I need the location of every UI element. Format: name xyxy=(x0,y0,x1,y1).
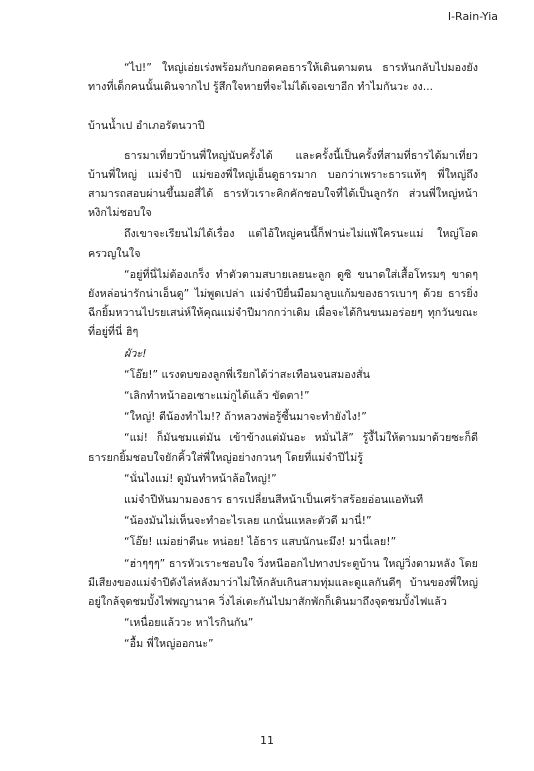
dialogue-line: “อื้ม พี่ใหญ่ออกนะ” xyxy=(124,637,214,651)
page-body xyxy=(88,58,478,654)
dialogue-line: “เลิกทำหน้าออเซาะแม่กูได้แล้ว ขัดตา!” xyxy=(124,389,310,403)
paragraph: ถึงเขาจะเรียนไม่ได้เรื่อง แต่ไอ้ใหญ่คนนี้ก็ฟาน่ะไม่แพ้ใครนะแม่ ใหญ่โอดครวญในใจ xyxy=(88,227,478,260)
paragraph: “ไป!” ใหญ่เอ่ยเร่งพร้อมกับกอดคอธารให้เดินตามตน ธารหันกลับไปมองยังทางที่เด็กคนนั้นเดินจากไป รู้สึกใจหายที่จะไม่ได้เจอเขาอีก ทำไมกันวะ งง... xyxy=(88,61,478,94)
dialogue-line: “แม่! ก็มันชมแต่มัน เข้าข้างแต่มันอะ หมั่นไส้” รู้งี้ไม่ให้ตามมาด้วยซะก็ดี ธารยกยิ้มชอบใจยักคิ้วใส่พี่ใหญ่อย่างกวนๆ โดยที่แม่จำปีไม่รู้ xyxy=(88,431,478,464)
sound-effect: ผัวะ! xyxy=(124,346,147,360)
author-header: I-Rain-Yia xyxy=(447,10,498,23)
section-heading: บ้านน้ำเป อำเภอรัตนวาปี xyxy=(88,119,205,133)
page-number: 11 xyxy=(260,734,274,747)
paragraph: แม่จำปีหันมามองธาร ธารเปลี่ยนสีหน้าเป็นเศร้าสร้อยอ่อนแอทันที xyxy=(124,493,424,507)
dialogue-line: “โอ๊ย!” แรงตบของลูกพี่เรียกได้ว่าสะเทือนจนสมองสั่น xyxy=(124,367,370,381)
paragraph: “ฮ่าๆๆๆ” ธารหัวเราะชอบใจ วิ่งหนีออกไปทางประตูบ้าน ใหญ่วิ่งตามหลัง โดยมีเสียงของแม่จำปีดังไล่หลังมาว่าไม่ให้กลับเกินสามทุ่มและดูแลกันดีๆ บ้านของพี่ใหญ่อยู่ใกล้จุดชมบั้งไฟพญานาค วิ่งไล่เตะกันไปมาสักพักก็เดินมาถึงจุดชมบั้งไฟแล้ว xyxy=(88,556,478,609)
dialogue-line: “น้องมันไม่เห็นจะทำอะไรเลย แกนั่นแหละตัวดี มานี่!” xyxy=(124,514,372,528)
dialogue-line: “ใหญ่! ตีน้องทำไม!? ถ้าหลวงพ่อรู้ซี้นมาจะทำยังไง!” xyxy=(124,410,367,424)
paragraph: “อยู่ที่นี่ไม่ต้องเกร็ง ทำตัวตามสบายเลยนะลูก ดูซิ ขนาดใส่เสื้อโทรมๆ ขาดๆ ยังหล่อน่ารักน่าเอ็นดู” ไม่พูดเปล่า แม่จำปียื่นมือมาลูบแก้มของธารเบาๆ ด้วย ธารยิ่งฉีกยิ้มหวานไปรยเสน่ห์ให้คุณแม่จำปีมากกว่าเดิม เผื่อจะได้กินขนมอร่อยๆ ทุกวันขณะที่อยู่ที่นี่ ฮิๆ xyxy=(88,267,478,339)
dialogue-line: “นั่นไงแม่! ดูมันทำหน้าล้อใหญ่!” xyxy=(124,471,277,485)
dialogue-line: “โอ๊ย! แม่อย่าตีนะ หน่อย! ไอ้ธาร แสบนักนะมึง! มานี่เลย!” xyxy=(124,535,397,549)
paragraph: ธารมาเที่ยวบ้านพี่ใหญ่นับครั้งได้ และครั้งนี้เป็นครั้งที่สามที่ธารได้มาเที่ยวบ้านพี่ใหญ่ แม่จำปี แม่ของพี่ใหญ่เอ็นดูธารมาก บอกว่าเพราะธารแท้ๆ พี่ใหญ่ถึงสามารถสอบผ่านขึ้นมอสี่ได้ ธารหัวเราะคิกคักชอบใจที่ได้เป็นลูกรัก ส่วนพี่ใหญ่หน้าหงิกไม่ชอบใจ xyxy=(88,148,478,220)
dialogue-line: “เหนื่อยแล้ววะ หาไรกินกัน” xyxy=(124,616,254,630)
